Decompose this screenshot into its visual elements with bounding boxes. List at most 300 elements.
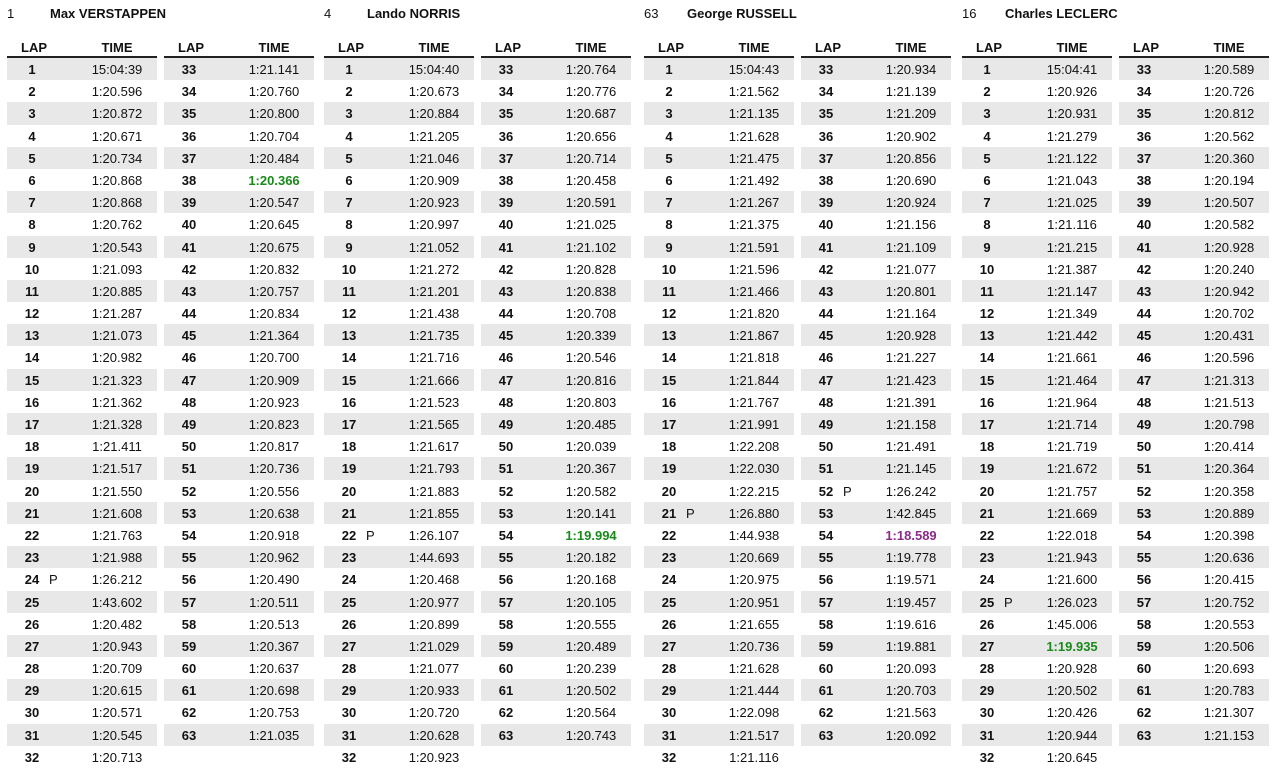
- lap-time: 1:20.564: [565, 705, 617, 721]
- lap-number: 24: [341, 572, 357, 588]
- lap-time: 1:20.982: [91, 350, 143, 366]
- lap-number: 22: [24, 527, 40, 543]
- lap-row: [481, 80, 631, 102]
- lap-time: 1:21.757: [1046, 483, 1098, 499]
- lap-row: [324, 591, 474, 613]
- lap-number: 45: [818, 328, 834, 344]
- lap-time: 1:21.988: [91, 550, 143, 566]
- lap-time: 1:21.287: [91, 306, 143, 322]
- lap-row: [644, 324, 794, 346]
- lap-number: 7: [345, 195, 353, 211]
- lap-time: 1:21.164: [885, 306, 937, 322]
- driver-block: [324, 0, 636, 779]
- pit-stop-marker: P: [843, 483, 852, 499]
- table-header: [7, 38, 157, 58]
- lap-time: 1:20.105: [565, 594, 617, 610]
- lap-time: 1:20.645: [1046, 749, 1098, 765]
- lap-time: 1:20.977: [408, 594, 460, 610]
- lap-number: 33: [818, 62, 834, 77]
- lap-time: 1:22.208: [728, 439, 780, 455]
- lap-number: 21: [979, 505, 995, 521]
- lap-time: 1:21.844: [728, 372, 780, 388]
- lap-row: [164, 369, 314, 391]
- lap-row: [7, 80, 157, 102]
- lap-row: [1119, 635, 1269, 657]
- lap-number: 41: [181, 239, 197, 255]
- lap-time: 1:22.018: [1046, 527, 1098, 543]
- lap-row: [801, 613, 951, 635]
- lap-number: 13: [979, 328, 995, 344]
- lap-time: 1:20.092: [885, 727, 937, 743]
- lap-row: [164, 457, 314, 479]
- lap-row: [164, 635, 314, 657]
- lap-row: [481, 102, 631, 124]
- lap-number: 26: [979, 616, 995, 632]
- lap-time: 1:21.077: [408, 661, 460, 677]
- lap-time: 1:20.506: [1203, 638, 1255, 654]
- lap-row: [164, 701, 314, 723]
- lap-time: 1:21.820: [728, 306, 780, 322]
- lap-number: 61: [181, 683, 197, 699]
- lap-number: 5: [345, 150, 353, 166]
- lap-row: [164, 502, 314, 524]
- lap-number: 17: [341, 417, 357, 432]
- lap-number: 62: [498, 705, 514, 721]
- lap-row: [644, 746, 794, 768]
- lap-time: 1:20.240: [1203, 261, 1255, 277]
- lap-number: 12: [341, 306, 357, 322]
- lap-time: 1:21.943: [1046, 550, 1098, 566]
- lap-row: [164, 213, 314, 235]
- lap-table: [644, 38, 794, 768]
- lap-row: [481, 457, 631, 479]
- lap-time: 1:20.885: [91, 283, 143, 299]
- lap-time: 1:20.543: [91, 239, 143, 255]
- lap-number: 32: [979, 749, 995, 765]
- lap-time: 1:21.141: [248, 62, 300, 77]
- lap-row: [1119, 280, 1269, 302]
- lap-number: 16: [24, 394, 40, 410]
- lap-number: 48: [1136, 394, 1152, 410]
- lap-time: 1:21.116: [729, 749, 779, 765]
- lap-number: 49: [1136, 417, 1152, 432]
- lap-number: 23: [661, 550, 677, 566]
- lap-row: [801, 80, 951, 102]
- lap-number: 42: [1136, 261, 1152, 277]
- lap-time: 1:21.714: [1046, 417, 1098, 432]
- time-column-header: TIME: [575, 40, 607, 55]
- lap-row: [481, 58, 631, 80]
- lap-row: [7, 546, 157, 568]
- lap-number: 17: [979, 417, 995, 432]
- lap-time: 1:26.212: [91, 572, 143, 588]
- lap-number: 45: [1136, 328, 1152, 344]
- lap-row: [644, 302, 794, 324]
- lap-number: 26: [341, 616, 357, 632]
- lap-time: 1:20.708: [565, 306, 617, 322]
- lap-number: 30: [979, 705, 995, 721]
- lap-number: 46: [181, 350, 197, 366]
- lap-row: [962, 280, 1112, 302]
- lap-time: 1:21.550: [91, 483, 143, 499]
- lap-time: 1:21.818: [728, 350, 780, 366]
- lap-number: 2: [983, 84, 991, 100]
- lap-time: 1:20.918: [248, 527, 300, 543]
- lap-number: 37: [818, 150, 834, 166]
- lap-row: [801, 302, 951, 324]
- lap-row: [7, 169, 157, 191]
- lap-time: 1:20.997: [408, 217, 460, 233]
- lap-time: 1:21.052: [408, 239, 460, 255]
- lap-row: [644, 457, 794, 479]
- lap-time: 1:26.242: [885, 483, 937, 499]
- lap-number: 2: [665, 84, 673, 100]
- pit-stop-marker: P: [686, 505, 695, 521]
- lap-row: [324, 546, 474, 568]
- lap-time: 1:20.502: [565, 683, 617, 699]
- lap-number: 49: [181, 417, 197, 432]
- driver-name: Max VERSTAPPEN: [50, 6, 167, 21]
- lap-number: 58: [1136, 616, 1152, 632]
- lap-number: 13: [24, 328, 40, 344]
- lap-number: 1: [28, 62, 36, 77]
- lap-row: [962, 125, 1112, 147]
- lap-time: 15:04:39: [91, 62, 143, 77]
- lap-time: 1:21.145: [885, 461, 937, 477]
- lap-table: [1119, 38, 1269, 746]
- lap-time: 1:20.546: [565, 350, 617, 366]
- lap-row: [1119, 679, 1269, 701]
- lap-number: 14: [661, 350, 677, 366]
- lap-row: [7, 413, 157, 435]
- lap-time: 1:20.734: [91, 150, 143, 166]
- lap-number: 42: [818, 261, 834, 277]
- lap-row: [962, 169, 1112, 191]
- lap-row: [801, 679, 951, 701]
- lap-time: 1:21.122: [1046, 150, 1098, 166]
- lap-time: 1:20.426: [1046, 705, 1098, 721]
- lap-time: 1:20.637: [248, 661, 300, 677]
- lap-number: 9: [665, 239, 673, 255]
- lap-number: 2: [345, 84, 353, 100]
- lap-number: 56: [181, 572, 197, 588]
- lap-row: [801, 236, 951, 258]
- fastest-lap-time: 1:18.589: [885, 527, 937, 543]
- pit-stop-marker: P: [1004, 594, 1013, 610]
- lap-number: 57: [818, 594, 834, 610]
- lap-row: [481, 480, 631, 502]
- lap-row: [481, 324, 631, 346]
- lap-row: [324, 125, 474, 147]
- lap-number: 23: [24, 550, 40, 566]
- lap-time: 1:44.693: [408, 550, 460, 566]
- lap-number: 43: [818, 283, 834, 299]
- lap-row: [164, 324, 314, 346]
- time-column-header: TIME: [738, 40, 770, 55]
- lap-number: 44: [818, 306, 834, 322]
- lap-number: 51: [498, 461, 514, 477]
- lap-row: [7, 58, 157, 80]
- lap-row: [801, 213, 951, 235]
- lap-number: 48: [181, 394, 197, 410]
- lap-number: 11: [25, 283, 39, 299]
- lap-number: 40: [498, 217, 514, 233]
- lap-number: 18: [341, 439, 357, 455]
- lap-number: 1: [665, 62, 673, 77]
- lap-row: [801, 125, 951, 147]
- lap-number: 49: [818, 417, 834, 432]
- lap-row: [324, 280, 474, 302]
- lap-row: [324, 635, 474, 657]
- lap-row: [801, 258, 951, 280]
- lap-number: 22: [661, 527, 677, 543]
- lap-time: 1:21.201: [408, 283, 460, 299]
- lap-table: [481, 38, 631, 746]
- lap-time: 1:21.307: [1203, 705, 1255, 721]
- lap-time: 1:21.135: [728, 106, 780, 122]
- lap-row: [1119, 324, 1269, 346]
- lap-time: 1:20.698: [248, 683, 300, 699]
- lap-row: [1119, 169, 1269, 191]
- lap-number: 40: [181, 217, 197, 233]
- lap-time: 1:21.272: [408, 261, 460, 277]
- lap-number: 7: [665, 195, 673, 211]
- lap-time: 1:21.156: [885, 217, 937, 233]
- lap-time: 1:21.387: [1046, 261, 1098, 277]
- lap-time: 1:21.328: [91, 417, 143, 432]
- lap-time: 1:21.655: [728, 616, 780, 632]
- lap-row: [644, 169, 794, 191]
- lap-row: [962, 546, 1112, 568]
- lap-number: 60: [818, 661, 834, 677]
- lap-row: [164, 591, 314, 613]
- lap-table: [801, 38, 951, 746]
- lap-row: [644, 613, 794, 635]
- lap-number: 56: [818, 572, 834, 588]
- driver-number: 1: [7, 6, 15, 21]
- lap-row: [7, 679, 157, 701]
- lap-row: [644, 591, 794, 613]
- lap-time: 1:20.671: [91, 128, 143, 144]
- lap-row: [962, 457, 1112, 479]
- lap-number: 19: [661, 461, 677, 477]
- table-header: [801, 38, 951, 58]
- lap-time: 1:20.339: [565, 328, 617, 344]
- lap-row: [962, 102, 1112, 124]
- lap-row: [962, 746, 1112, 768]
- lap-row: [1119, 191, 1269, 213]
- lap-time: 1:20.700: [248, 350, 300, 366]
- lap-row: [801, 169, 951, 191]
- lap-row: [962, 213, 1112, 235]
- lap-time: 1:19.778: [885, 550, 937, 566]
- lap-time: 1:21.035: [248, 727, 300, 743]
- lap-number: 19: [979, 461, 995, 477]
- lap-number: 12: [661, 306, 677, 322]
- lap-row: [7, 213, 157, 235]
- time-column-header: TIME: [1056, 40, 1088, 55]
- lap-number: 27: [661, 638, 677, 654]
- lap-row: [1119, 524, 1269, 546]
- lap-number: 22: [979, 527, 995, 543]
- lap-column-header: LAP: [658, 40, 684, 55]
- lap-number: 55: [818, 550, 834, 566]
- lap-number: 4: [345, 128, 353, 144]
- lap-number: 54: [498, 527, 514, 543]
- lap-column-header: LAP: [21, 40, 47, 55]
- driver-number: 16: [962, 6, 977, 21]
- lap-time: 1:20.468: [408, 572, 460, 588]
- lap-row: [324, 169, 474, 191]
- lap-time: 1:20.485: [565, 417, 617, 432]
- lap-number: 46: [1136, 350, 1152, 366]
- lap-number: 25: [661, 594, 677, 610]
- lap-number: 29: [979, 683, 995, 699]
- lap-number: 51: [1136, 461, 1152, 477]
- lap-number: 41: [498, 239, 514, 255]
- lap-time: 1:21.093: [91, 261, 143, 277]
- lap-time: 1:21.349: [1046, 306, 1098, 322]
- lap-row: [962, 724, 1112, 746]
- lap-number: 59: [498, 638, 514, 654]
- lap-number: 6: [345, 172, 353, 188]
- lap-time: 1:20.884: [408, 106, 460, 122]
- lap-number: 29: [24, 683, 40, 699]
- driver-number: 4: [324, 6, 332, 21]
- lap-row: [644, 546, 794, 568]
- lap-time: 1:20.776: [565, 84, 617, 100]
- lap-row: [801, 147, 951, 169]
- lap-time: 1:20.926: [1046, 84, 1098, 100]
- lap-row: [164, 258, 314, 280]
- lap-time: 1:20.736: [728, 638, 780, 654]
- lap-row: [7, 591, 157, 613]
- lap-number: 43: [498, 283, 514, 299]
- lap-column-header: LAP: [495, 40, 521, 55]
- lap-time: 1:20.645: [248, 217, 300, 233]
- lap-time: 1:20.872: [91, 106, 143, 122]
- lap-number: 4: [983, 128, 991, 144]
- lap-time: 1:20.093: [885, 661, 937, 677]
- lap-time: 1:20.803: [565, 394, 617, 410]
- lap-number: 5: [983, 150, 991, 166]
- lap-time: 1:21.596: [728, 261, 780, 277]
- lap-row: [164, 191, 314, 213]
- lap-number: 61: [818, 683, 834, 699]
- lap-time: 1:20.039: [565, 439, 617, 455]
- lap-time: 1:20.596: [91, 84, 143, 100]
- lap-time: 1:21.209: [885, 106, 937, 122]
- lap-number: 36: [498, 128, 514, 144]
- table-header: [644, 38, 794, 58]
- lap-time: 1:20.704: [248, 128, 300, 144]
- lap-time: 1:20.693: [1203, 661, 1255, 677]
- lap-number: 59: [181, 638, 197, 654]
- personal-best-time: 1:19.935: [1046, 638, 1098, 654]
- lap-number: 14: [341, 350, 357, 366]
- lap-number: 52: [1136, 483, 1152, 499]
- lap-number: 36: [818, 128, 834, 144]
- lap-number: 19: [341, 461, 357, 477]
- lap-number: 39: [181, 195, 197, 211]
- lap-time: 1:21.227: [885, 350, 937, 366]
- lap-time: 1:21.491: [885, 439, 937, 455]
- lap-time: 1:21.077: [885, 261, 937, 277]
- lap-time: 1:21.153: [1203, 727, 1255, 743]
- lap-number: 38: [818, 172, 834, 188]
- lap-number: 21: [341, 505, 357, 521]
- lap-number: 20: [979, 483, 995, 499]
- lap-row: [164, 169, 314, 191]
- lap-row: [644, 391, 794, 413]
- lap-number: 24: [24, 572, 40, 588]
- lap-row: [1119, 102, 1269, 124]
- lap-row: [801, 413, 951, 435]
- lap-time: 1:21.666: [408, 372, 460, 388]
- lap-number: 6: [28, 172, 36, 188]
- time-column-header: TIME: [895, 40, 927, 55]
- lap-row: [962, 324, 1112, 346]
- lap-number: 35: [498, 106, 514, 122]
- lap-number: 7: [28, 195, 36, 211]
- lap-number: 22: [341, 527, 357, 543]
- lap-row: [324, 58, 474, 80]
- lap-time: 1:19.571: [885, 572, 937, 588]
- lap-row: [644, 236, 794, 258]
- lap-row: [644, 435, 794, 457]
- lap-row: [644, 369, 794, 391]
- lap-row: [1119, 591, 1269, 613]
- lap-row: [801, 657, 951, 679]
- lap-number: 37: [181, 150, 197, 166]
- lap-row: [7, 147, 157, 169]
- lap-time: 1:21.475: [728, 150, 780, 166]
- lap-row: [962, 480, 1112, 502]
- lap-row: [962, 369, 1112, 391]
- lap-number: 3: [345, 106, 353, 122]
- lap-number: 52: [498, 483, 514, 499]
- lap-number: 47: [818, 372, 834, 388]
- lap-row: [644, 80, 794, 102]
- lap-row: [324, 236, 474, 258]
- driver-name: Lando NORRIS: [367, 6, 461, 21]
- lap-number: 17: [24, 417, 40, 432]
- lap-number: 50: [1136, 439, 1152, 455]
- lap-number: 58: [818, 616, 834, 632]
- lap-time: 1:20.168: [565, 572, 617, 588]
- lap-number: 20: [24, 483, 40, 499]
- lap-number: 9: [28, 239, 36, 255]
- lap-row: [644, 480, 794, 502]
- lap-time: 1:20.703: [885, 683, 937, 699]
- lap-number: 28: [24, 661, 40, 677]
- lap-row: [7, 391, 157, 413]
- lap-time: 1:20.507: [1203, 195, 1255, 211]
- lap-time: 1:21.444: [728, 683, 780, 699]
- lap-number: 29: [661, 683, 677, 699]
- lap-number: 4: [28, 128, 36, 144]
- lap-time: 1:21.109: [885, 239, 937, 255]
- lap-row: [1119, 391, 1269, 413]
- driver-name: George RUSSELL: [687, 6, 797, 21]
- lap-time: 1:21.313: [1203, 372, 1255, 388]
- driver-number: 63: [644, 6, 659, 21]
- lap-row: [801, 391, 951, 413]
- lap-row: [7, 502, 157, 524]
- lap-row: [801, 102, 951, 124]
- lap-time: 1:19.616: [885, 616, 937, 632]
- lap-number: 15: [341, 372, 357, 388]
